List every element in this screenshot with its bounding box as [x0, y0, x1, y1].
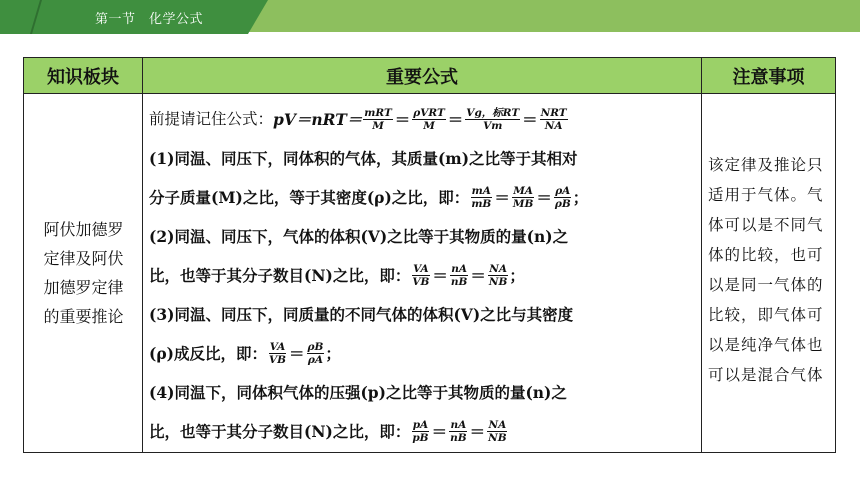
notes-cell: [702, 94, 835, 452]
fraction-group: [410, 412, 508, 451]
note-line: 体的比较，也可: [708, 246, 824, 264]
fraction-numerator: NA: [488, 419, 507, 431]
fraction-group: [469, 178, 588, 217]
fraction-denominator: NB: [488, 276, 508, 288]
fraction-denominator: Vm: [483, 120, 503, 132]
formula-prefix: 前提请记住公式：: [149, 110, 274, 128]
column-header-formula: 重要公式: [143, 58, 702, 94]
fraction-group: [267, 334, 341, 373]
note-line: 以是纯净气体也: [708, 336, 824, 354]
note-line: 比较，即气体可: [708, 306, 824, 324]
fraction: [540, 107, 568, 132]
fraction-group: [410, 256, 525, 295]
note-line: 适用于气体。气: [708, 186, 824, 204]
equals-sign: ＝: [470, 266, 486, 285]
fraction: [411, 263, 430, 288]
fraction: [268, 341, 287, 366]
fraction-denominator: ρB: [554, 198, 571, 210]
fraction-numerator: mRT: [364, 107, 392, 119]
fraction-denominator: VB: [268, 354, 287, 366]
equals-sign: ＝: [494, 188, 510, 207]
fraction-numerator: Vg，标RT: [466, 107, 520, 119]
formula-line: [149, 256, 697, 295]
formula-text: 分子质量(M)之比，等于其密度(ρ)之比，即：: [149, 188, 470, 207]
fraction-denominator: M: [423, 120, 435, 132]
fraction: [465, 107, 520, 132]
ideal-gas-formula: pV＝nRT＝: [273, 110, 363, 129]
equals-sign: ＝: [289, 344, 305, 363]
fraction: [512, 185, 535, 210]
formula-line: [149, 412, 697, 451]
equals-sign: ＝: [447, 110, 464, 129]
formula-line: (3)同温、同压下，同质量的不同气体的体积(V)之比与其密度: [149, 305, 574, 324]
fraction-numerator: VA: [413, 263, 429, 275]
equals-sign: ＝: [522, 110, 538, 129]
fraction-numerator: pA: [412, 419, 429, 431]
fraction-numerator: nA: [450, 419, 467, 431]
formula-line: [149, 178, 697, 217]
line-end: ；: [572, 188, 589, 207]
line-end: ；: [509, 266, 525, 285]
equals-sign: ＝: [431, 422, 448, 441]
equals-sign: ＝: [394, 110, 411, 129]
fraction-denominator: nB: [450, 276, 468, 288]
formula-cell: [143, 94, 702, 452]
fraction-group: [362, 100, 568, 139]
fraction-denominator: nB: [450, 432, 467, 444]
fraction: [488, 263, 508, 288]
note-line: 体可以是不同气: [708, 216, 824, 234]
fraction: [411, 419, 429, 444]
formula-line: (4)同温下，同体积气体的压强(p)之比等于其物质的量(n)之: [149, 383, 567, 402]
equals-sign: ＝: [536, 188, 552, 207]
fraction-denominator: M: [372, 120, 384, 132]
column-header-topic: 知识板块: [24, 58, 143, 94]
topic-line: 的重要推论: [43, 307, 124, 326]
topic-line: 阿伏加德罗: [43, 220, 124, 239]
fraction: [470, 185, 492, 210]
formula-text: 比，也等于其分子数目(N)之比，即：: [149, 266, 411, 285]
fraction: [450, 263, 469, 288]
note-line: 以是同一气体的: [708, 276, 824, 294]
formula-line: [149, 100, 697, 139]
equals-sign: ＝: [469, 422, 486, 441]
fraction-numerator: mA: [471, 185, 491, 197]
equals-sign: ＝: [432, 266, 448, 285]
note-line: 可以是混合气体: [708, 366, 824, 384]
fraction-numerator: ρVRT: [413, 107, 445, 119]
formula-line: (1)同温、同压下，同体积的气体，其质量(m)之比等于其相对: [149, 149, 578, 168]
fraction-numerator: NA: [489, 263, 508, 275]
fraction: [449, 419, 468, 444]
fraction-denominator: NA: [544, 120, 563, 132]
formula-line: [149, 334, 697, 373]
column-header-notes: 注意事项: [702, 58, 835, 94]
formula-table: [23, 57, 836, 453]
topic-line: 加德罗定律: [43, 278, 124, 297]
fraction-numerator: MA: [513, 185, 533, 197]
topic-line: 定律及阿伏: [43, 249, 124, 268]
fraction-denominator: VB: [412, 276, 430, 288]
fraction-denominator: mB: [471, 198, 492, 210]
fraction-numerator: NRT: [540, 107, 567, 119]
note-line: 该定律及推论只: [708, 156, 824, 174]
line-end: ；: [325, 344, 341, 363]
fraction-denominator: ρA: [307, 354, 324, 366]
fraction: [412, 107, 446, 132]
fraction-numerator: VA: [269, 341, 286, 353]
fraction: [363, 107, 392, 132]
fraction: [554, 185, 572, 210]
fraction: [307, 341, 325, 366]
formula-line: (2)同温、同压下，气体的体积(V)之比等于其物质的量(n)之: [149, 227, 569, 246]
fraction-denominator: pB: [412, 432, 429, 444]
fraction: [487, 419, 507, 444]
topic-cell: [24, 94, 143, 452]
section-title: 第一节 化学公式: [95, 12, 204, 27]
fraction-numerator: nA: [451, 263, 468, 275]
fraction-numerator: ρB: [307, 341, 324, 353]
fraction-denominator: NB: [488, 432, 507, 444]
formula-text: 比，也等于其分子数目(N)之比，即：: [149, 422, 411, 441]
fraction-denominator: MB: [512, 198, 534, 210]
fraction-numerator: ρA: [555, 185, 571, 197]
formula-text: (ρ)成反比，即：: [149, 344, 267, 363]
